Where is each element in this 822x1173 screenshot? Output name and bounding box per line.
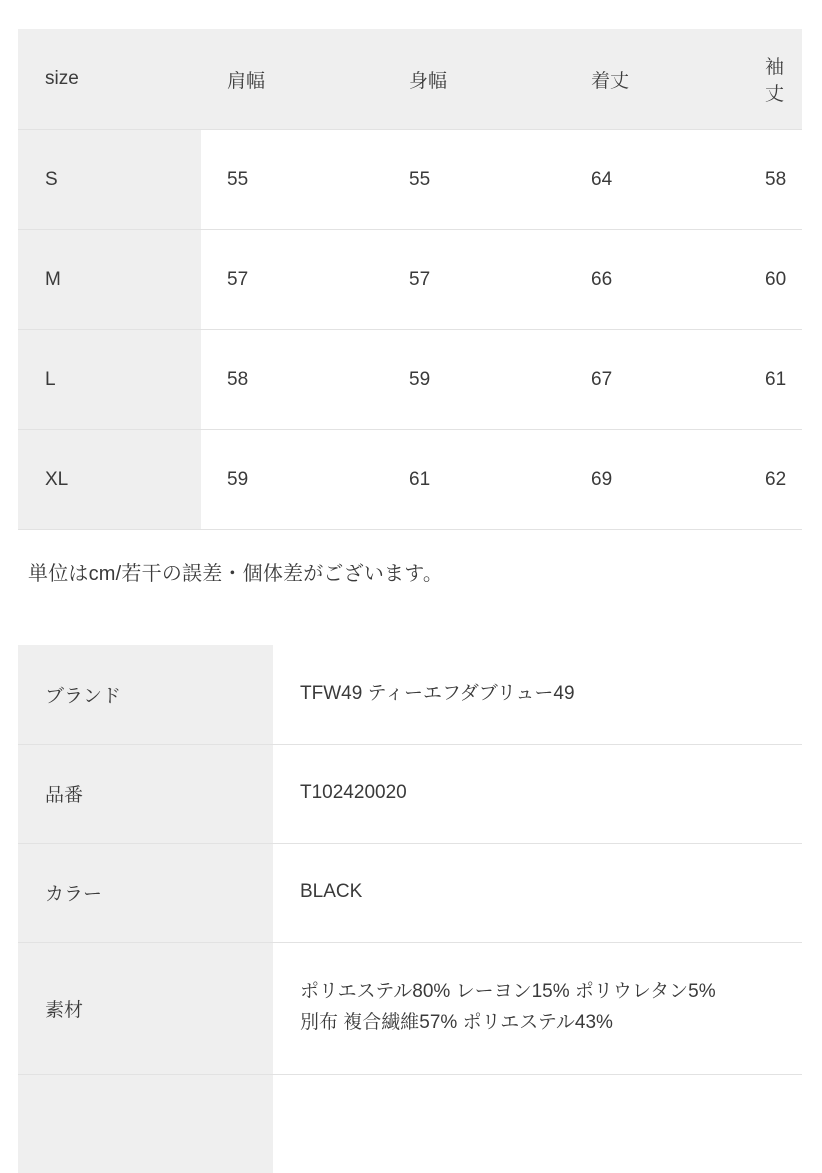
table-row <box>18 645 802 744</box>
cell-sleeve: 61 <box>739 330 802 430</box>
product-spec-body <box>18 645 802 1173</box>
size-note: 単位はcm/若干の誤差・個体差がございます。 <box>28 563 444 585</box>
spec-value-next <box>273 1074 802 1173</box>
cell-chest: 61 <box>383 430 565 530</box>
cell-chest: 55 <box>383 130 565 230</box>
spec-value-color: BLACK <box>273 843 802 942</box>
column-header-shoulder: 肩幅 <box>201 29 383 130</box>
cell-size: S <box>18 130 201 230</box>
table-row <box>18 330 802 430</box>
cell-size: L <box>18 330 201 430</box>
cell-length: 69 <box>565 430 739 530</box>
cell-length: 67 <box>565 330 739 430</box>
table-row <box>18 230 802 330</box>
spec-value-material <box>273 942 802 1074</box>
size-chart-table <box>18 29 802 530</box>
spec-value-product-code: T102420020 <box>273 744 802 843</box>
spec-value-brand: TFW49 ティーエフダブリュー49 <box>273 645 802 744</box>
table-row <box>18 430 802 530</box>
cell-size: XL <box>18 430 201 530</box>
column-header-length: 着丈 <box>565 29 739 130</box>
spec-label-color: カラー <box>18 843 273 942</box>
cell-shoulder: 59 <box>201 430 383 530</box>
table-row <box>18 130 802 230</box>
table-row <box>18 744 802 843</box>
cell-shoulder: 57 <box>201 230 383 330</box>
spec-label-next <box>18 1074 273 1173</box>
material-line-2: 別布 複合繊維57% ポリエステル43% <box>300 1012 613 1033</box>
table-row <box>18 942 802 1074</box>
column-header-chest: 身幅 <box>383 29 565 130</box>
product-detail-page <box>0 29 822 1109</box>
cell-shoulder: 55 <box>201 130 383 230</box>
cell-sleeve: 62 <box>739 430 802 530</box>
cell-length: 66 <box>565 230 739 330</box>
cell-length: 64 <box>565 130 739 230</box>
cell-chest: 59 <box>383 330 565 430</box>
material-line-1: ポリエステル80% レーヨン15% ポリウレタン5% <box>300 981 716 1003</box>
cell-size: M <box>18 230 201 330</box>
cell-sleeve: 58 <box>739 130 802 230</box>
cell-shoulder: 58 <box>201 330 383 430</box>
cell-sleeve: 60 <box>739 230 802 330</box>
size-chart-head <box>18 29 802 130</box>
table-row-partial <box>18 1074 802 1173</box>
spec-label-material: 素材 <box>18 942 273 1074</box>
spec-label-brand: ブランド <box>18 645 273 744</box>
size-chart-body <box>18 130 802 530</box>
table-row <box>18 843 802 942</box>
product-spec-table <box>18 645 802 1173</box>
column-header-size: size <box>18 29 201 130</box>
table-header-row <box>18 29 802 130</box>
column-header-sleeve: 袖丈 <box>739 29 802 130</box>
cell-chest: 57 <box>383 230 565 330</box>
spec-label-product-code: 品番 <box>18 744 273 843</box>
